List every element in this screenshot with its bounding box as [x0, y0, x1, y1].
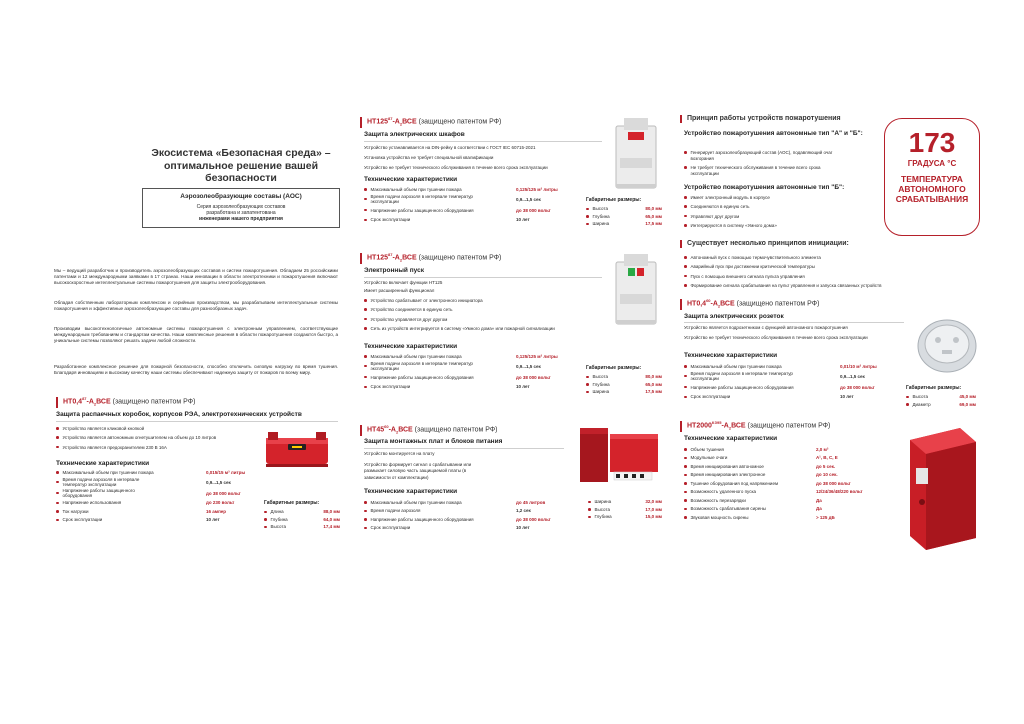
spec-row: Срок эксплуатации 10 лет	[364, 524, 584, 533]
dim-row: Ширина 32,0 мм	[588, 498, 662, 506]
ht04-2-spec-title: Технические характеристики	[684, 352, 778, 359]
list-item: Пуск с помощью внешнего сигнала пульта управления	[684, 274, 974, 280]
aos-box	[142, 188, 340, 228]
spec-row: Возможность перезарядки Да	[684, 496, 904, 505]
init-title: Существует несколько принципов инициации:	[680, 240, 849, 248]
spec-row: Тушение оборудования под напряжением до 38 000 вольт	[684, 479, 904, 488]
list-item: Управляют друг другом	[684, 214, 874, 220]
intro-paragraph-4: Разработанное комплексное решение для пожарной безопасности, способно отключить силовую нагрузку во время тушения. Благодаря инновациям и высокому качеству наши системы обеспечивают надежную защиту от пожаров по всему миру.	[54, 364, 338, 376]
dim-row: Ширина 17,5 мм	[586, 388, 662, 396]
spec-row: Срок эксплуатации 10 лет	[684, 393, 904, 402]
list-item: Генерирует аэрозолеобразующий состав (АОС), подавляющий очаг возгорания	[684, 150, 834, 162]
ht04-device-image	[262, 428, 332, 472]
ht45-device-image	[578, 422, 662, 490]
ht04-1-subtitle: Защита распаечных коробок, корпусов РЭА, электротехнических устройств	[56, 411, 302, 418]
spec-row: Звуковая мощность сирены > 125 дБ	[684, 513, 904, 522]
ht2000-device-image	[904, 420, 980, 552]
spec-row: Время инициирования электронное до 10 сек.	[684, 471, 904, 480]
list-item: Устройство является кликовой кнопкой	[56, 426, 256, 432]
intro-paragraph-3: Производим высокотехнологичные автономные системы пожаротушения с электронным управлением, соответствующие международным требованиям и стандартам качества. Наши комплексные решения в области пожаротушения создаются быстро, а уникальные системы позволяют решать задачи любой сложности.	[54, 326, 338, 344]
spec-row: Время подачи аэрозоля 1,2 сек	[364, 507, 584, 516]
spec-row: Максимальный объем при тушении пожара 0,125/125 м³ литры	[364, 185, 584, 194]
badge-unit: ГРАДУСА °С	[907, 159, 957, 168]
ht45-subtitle: Защита монтажных плат и блоков питания	[364, 438, 503, 445]
dim-row: Высота 17,4 мм	[264, 523, 340, 531]
aos-line: разработана и запатентована	[206, 210, 276, 216]
aos-line: инженерами нашего предприятия	[199, 216, 283, 222]
ht04-1-bullets	[56, 426, 256, 454]
list-item: Соединяются в единую сеть	[684, 204, 874, 210]
ht125-1-spec-title: Технические характеристики	[364, 176, 458, 183]
ht125-1-subtitle: Защита электрических шкафов	[364, 131, 465, 138]
ht125-1-header: $НТ125^{87}-А_2ВСЕ$ (защищено патентом РФ)	[360, 117, 501, 128]
ht125-electronic-image	[610, 254, 666, 330]
spec-row: Модульные очаги A¹, B, C, E	[684, 454, 904, 463]
spec-row: Напряжение работы защищенного оборудования до 38 000 вольт	[56, 488, 256, 499]
ht2000-header: $НТ2000^{КЗ95}-А_2ВСЕ$ (защищено патентом РФ)	[680, 421, 830, 432]
ht45-line1: Устройство монтируется на плату	[364, 451, 435, 456]
dim-row: Глубина 15,0 мм	[588, 513, 662, 521]
principle-b-bullets	[684, 195, 874, 232]
list-item: Устройство соединяется в единую сеть	[364, 307, 664, 313]
principle-ab-title: Устройство пожаротушения автономные тип "А" и "Б":	[684, 130, 863, 137]
ht04-2-subtitle: Защита электрических розеток	[684, 313, 784, 320]
ht125-1-specs	[364, 185, 584, 224]
dim-row: Высота 45,0 мм	[906, 393, 976, 401]
intro-title: Экосистема «Безопасная среда» – оптимальное решение вашей безопасности	[151, 147, 331, 185]
spec-row: Возможность срабатывания сирены Да	[684, 505, 904, 514]
aos-title: Аэрозолеобразующие составы (АОС)	[180, 193, 302, 200]
ht2000-spec-title: Технические характеристики	[684, 435, 778, 442]
ht04-2-line2: Устройство не требует технического обслуживания в течение всего срока эксплуатации	[684, 335, 868, 340]
ht125-device-image	[610, 118, 666, 194]
dim-row: Высота 17,0 мм	[588, 506, 662, 514]
spec-row: Максимальный объем при тушении пожара 0,01/10 м³ литры	[684, 362, 904, 371]
principle-ab-bullets	[684, 150, 834, 180]
list-item: Автономный пуск с помощью термочувствительного элемента	[684, 255, 974, 261]
socket-box-image	[916, 316, 978, 376]
ht2000-specs	[684, 445, 904, 522]
spec-row: Время подачи аэрозоля в интервале температур эксплуатации 0,9...1,5 сек	[364, 361, 584, 372]
principle-b-title: Устройство пожаротушения автономные тип "Б":	[684, 184, 845, 191]
ht04-2-specs	[684, 362, 904, 401]
list-item: Сеть из устройств интегрируется в систему «Умного дома» или пожарной сигнализации	[364, 326, 664, 332]
spec-row: Время подачи аэрозоля в интервале температур эксплуатации 0,9...1,5 сек	[684, 371, 904, 382]
dim-row: Глубина 65,0 мм	[586, 213, 662, 221]
spec-row: Время подачи аэрозоля в интервале температур эксплуатации 0,9...1,5 сек	[56, 477, 256, 488]
dim-row: Глубина 65,0 мм	[586, 381, 662, 389]
ht125-2-subtitle: Электронный пуск	[364, 267, 424, 274]
ht125-2-specs	[364, 352, 584, 391]
ht125-2-dims: Габаритные размеры: Высота 80,0 мм Глубина 65,0 мм Ширина 17,5 мм	[586, 365, 662, 395]
ht04-2-header: $НТ0,4^{60}-А_2ВСЕ$ (защищено патентом РФ)	[680, 299, 819, 310]
spec-row: Напряжение работы защищенного оборудования до 38 000 вольт	[684, 382, 904, 393]
spec-row: Срок эксплуатации 10 лет	[364, 383, 584, 392]
ht125-2-spec-title: Технические характеристики	[364, 343, 458, 350]
ht45-spec-title: Технические характеристики	[364, 488, 458, 495]
init-bullets	[684, 255, 974, 292]
spec-row: Напряжение использования до 230 вольт	[56, 499, 256, 508]
dim-row: Глубина 64,0 мм	[264, 516, 340, 524]
intro-paragraph-2: Обладая собственным лабораторным комплексом и серийным производством, мы разрабатываем интеллектуальные системы пожаротушения и эффективные аэрозолеобразующие составы для разнообразных задач.	[54, 300, 338, 312]
spec-row: Напряжение работы защищенного оборудования до 38 000 вольт	[364, 515, 584, 524]
ht45-specs	[364, 498, 584, 532]
spec-row: Время подачи аэрозоля в интервале температур эксплуатации 0,9...1,5 сек	[364, 194, 584, 205]
ht04-1-specs	[56, 468, 256, 524]
aos-line: Серия аэрозолеобразующих составов	[196, 204, 286, 210]
spec-row: Максимальный объем при тушении пожара 0,015/15 м³ литры	[56, 468, 256, 477]
list-item: Устройство является автономным огнетушителем на объем до 10 литров	[56, 435, 256, 441]
spec-row: Объем тушения 2,0 м³	[684, 445, 904, 454]
principle-title: Принцип работы устройств пожаротушения	[680, 115, 841, 123]
dim-row: Ширина 17,5 мм	[586, 220, 662, 228]
ht04-1-header: $НТ0,4^{87}-А_2ВСЕ$ (защищено патентом РФ)	[56, 397, 195, 408]
ht04-1-dims: Габаритные размеры: Длина 88,0 мм Глубина 64,0 мм Высота 17,4 мм	[264, 500, 340, 530]
ht45-header: $НТ45^{60}-А_2ВСЕ$ (защищено патентом РФ)	[360, 425, 498, 436]
ht125-1-line2: Установка устройства не требует специальной квалификации	[364, 155, 494, 160]
spec-row: Возможность удаленного пуска 12/24/36/48/220 вольт	[684, 488, 904, 497]
temperature-badge	[884, 118, 980, 236]
spec-row: Срок эксплуатации 10 лет	[56, 516, 256, 525]
list-item: Устройство является предохранителем 230 В 16А	[56, 445, 256, 451]
list-item: Не требует технического обслуживания в течение всего срока эксплуатации	[684, 165, 834, 177]
spec-row: Максимальный объем при тушении пожара 0,125/125 м³ литры	[364, 352, 584, 361]
ht125-1-line3: Устройство не требует технического обслуживания в течение всего срока эксплуатации	[364, 165, 548, 170]
list-item: Интегрируются в систему «Умного дома»	[684, 223, 874, 229]
list-item: Устройство управляется друг другом	[364, 317, 664, 323]
ht45-line2: Устройство формирует сигнал о срабатывании или размыкает силовую часть защищаемой платы (в зависимости от комплектации)	[364, 462, 472, 480]
ht04-2-dims: Габаритные размеры: Высота 45,0 мм Диаметр 69,0 мм	[906, 385, 976, 407]
list-item: Устройство срабатывает от электронного инициатора	[364, 298, 664, 304]
spec-row: Максимальный объем при тушении пожара до 45 литров	[364, 498, 584, 507]
dim-row: Высота 80,0 мм	[586, 373, 662, 381]
ht125-2-line2: Имеет расширенный функционал	[364, 288, 435, 293]
dim-row: Диаметр 69,0 мм	[906, 401, 976, 409]
list-item: Аварийный пуск при достижении критической температуры	[684, 264, 974, 270]
spec-row: Ток нагрузки 16 ампер	[56, 507, 256, 516]
ht04-1-spec-title: Технические характеристики	[56, 460, 150, 467]
spec-row: Напряжение работы защищенного оборудования до 38 000 вольт	[364, 372, 584, 383]
ht125-1-line1: Устройство устанавливается на DIN-рейку в соответствии с ГОСТ IEC 60715-2021	[364, 145, 536, 150]
list-item: Формирование сигнала срабатывания на пульт управления и запуска связанных устройств	[684, 283, 974, 289]
intro-paragraph-1: Мы – ведущий разработчик и производитель аэрозолеобразующих составов и систем пожаротушения. Обладаем 25 российскими патентами и 12 международными заявками в 17 странах. Наши инновации в области электротехники и пожаротушения включают высокоскоростные интеллектуальные системы пожаротушения для защиты электрооборудования.	[54, 268, 338, 286]
ht125-2-header: $НТ125^{87}-А_2ВСЕ$ (защищено патентом РФ)	[360, 253, 501, 264]
spec-row: Напряжение работы защищенного оборудования до 38 000 вольт	[364, 205, 584, 216]
spec-row: Время инициирования автономное до 5 сек.	[684, 462, 904, 471]
ht04-2-line1: Устройство является подрозетником с функцией автономного пожаротушения	[684, 325, 848, 330]
badge-number: 173	[908, 127, 956, 158]
dim-row: Высота 80,0 мм	[586, 205, 662, 213]
spec-row: Срок эксплуатации 10 лет	[364, 216, 584, 225]
dim-row: Длина 88,0 мм	[264, 508, 340, 516]
badge-desc: ТЕМПЕРАТУРА АВТОНОМНОГО СРАБАТЫВАНИЯ	[895, 174, 969, 205]
ht45-dims	[588, 498, 662, 521]
ht125-1-dims: Габаритные размеры: Высота 80,0 мм Глубина 65,0 мм Ширина 17,5 мм	[586, 197, 662, 227]
ht125-2-line1: Устройство включает функции НТ125	[364, 280, 443, 285]
list-item: Имеет электронный модуль в корпусе	[684, 195, 874, 201]
